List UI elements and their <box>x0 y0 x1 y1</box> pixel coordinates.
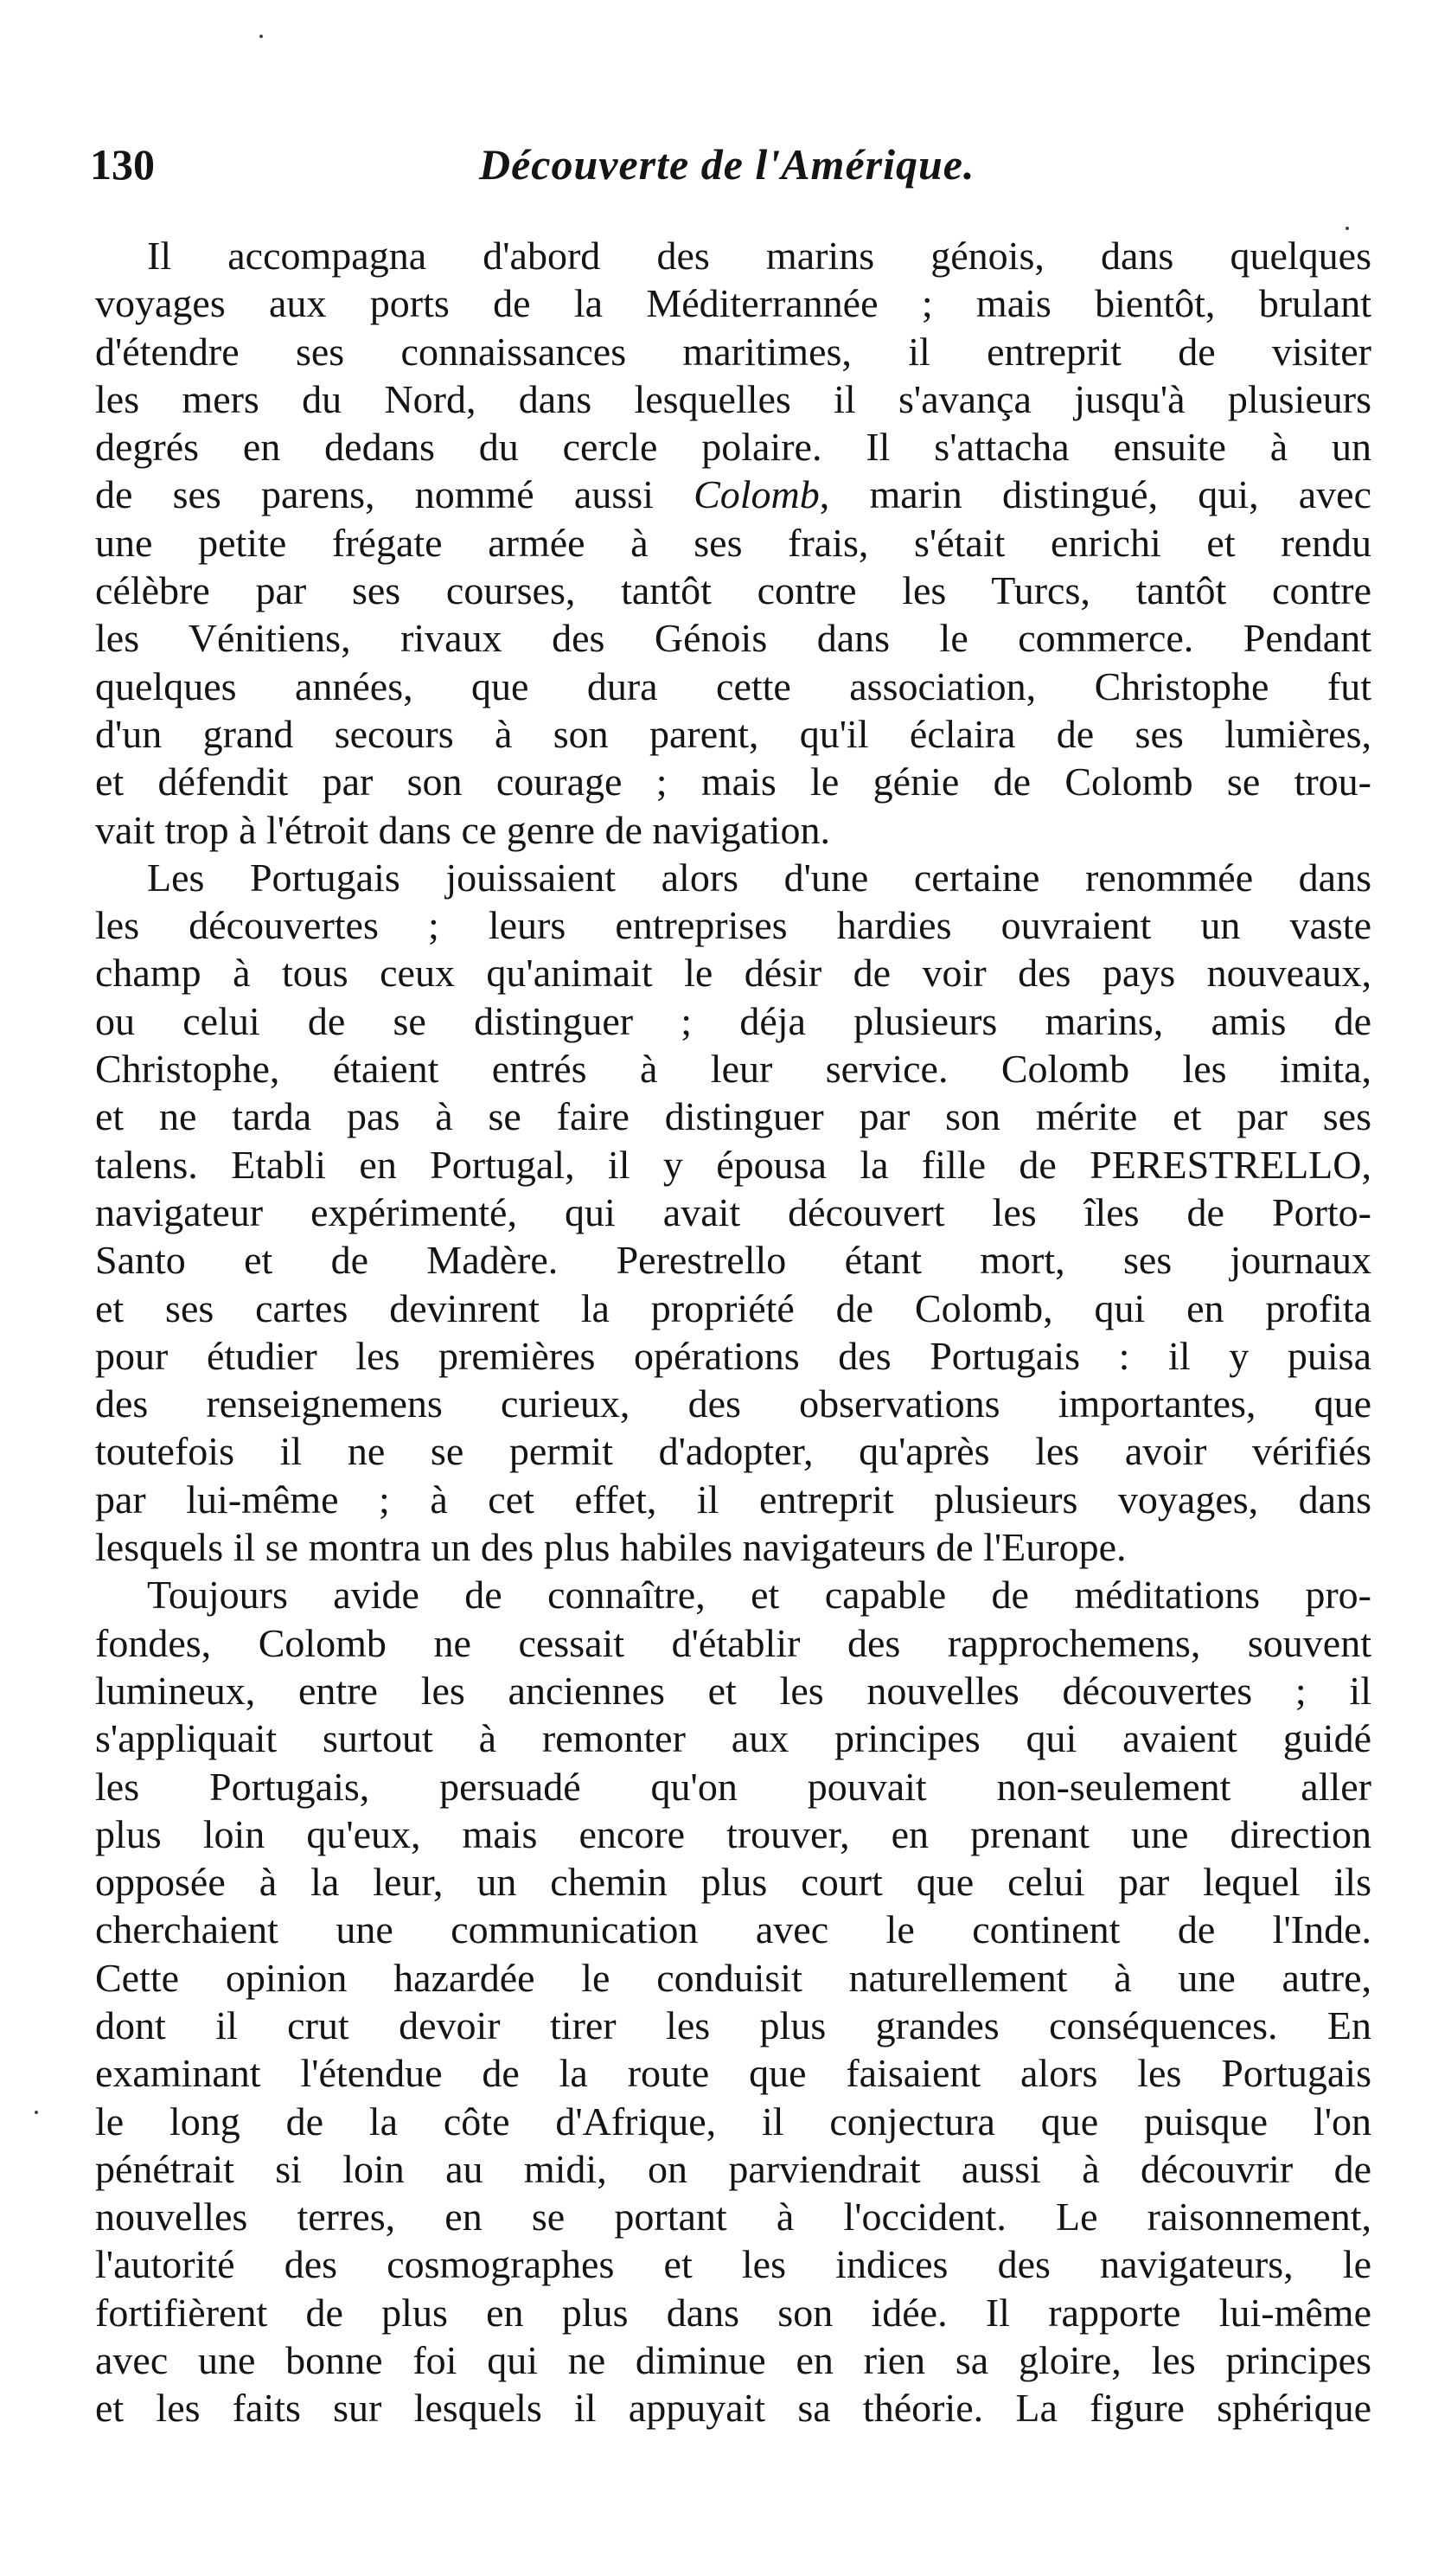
text-line: les Vénitiens, rivaux des Génois dans le commerce. Pendant <box>95 616 1371 661</box>
text-line: Christophe, étaient entrés à leur service. Colomb les imita, <box>95 1047 1371 1092</box>
text-line: de ses parens, nommé aussi Colomb, marin distingué, qui, avec <box>95 472 1371 517</box>
text-line: par lui-même ; à cet effet, il entreprit plusieurs voyages, dans <box>95 1477 1371 1522</box>
text-line: lesquels il se montra un des plus habiles navigateurs de l'Europe. <box>95 1525 1127 1570</box>
text-line: des renseignemens curieux, des observations importantes, que <box>95 1381 1371 1426</box>
text-line: Cette opinion hazardée le conduisit naturellement à une autre, <box>95 1955 1371 2000</box>
text-line: nouvelles terres, en se portant à l'occident. Le raisonnement, <box>95 2195 1371 2240</box>
italic-name: Colomb <box>694 472 820 517</box>
text-line: dont il crut devoir tirer les plus grandes conséquences. En <box>95 2002 1371 2047</box>
text-line: pour étudier les premières opérations des Portugais : il y puisa <box>95 1333 1371 1378</box>
text-line: et les faits sur lesquels il appuyait sa théorie. La figure sphérique <box>95 2386 1371 2431</box>
text-line: champ à tous ceux qu'animait le désir de voir des pays nouveaux, <box>95 951 1371 996</box>
text-line: navigateur expérimenté, qui avait découvert les îles de Porto- <box>95 1189 1371 1234</box>
page-number: 130 <box>90 140 155 189</box>
text-line: les mers du Nord, dans lesquelles il s'avança jusqu'à plusieurs <box>95 376 1371 421</box>
text-line: le long de la côte d'Afrique, il conjectura que puisque l'on <box>95 2099 1371 2143</box>
text-line: talens. Etabli en Portugal, il y épousa la fille de PERESTRELLO, <box>95 1142 1371 1187</box>
text-line: et défendit par son courage ; mais le génie de Colomb se trou- <box>95 759 1371 804</box>
print-speck <box>35 2111 38 2114</box>
text-line: quelques années, que dura cette association, Christophe fut <box>95 663 1371 708</box>
text-line: degrés en dedans du cercle polaire. Il s'attacha ensuite à un <box>95 425 1371 470</box>
text-line: les découvertes ; leurs entreprises hardies ouvraient un vaste <box>95 903 1371 948</box>
text-line: plus loin qu'eux, mais encore trouver, en prenant une direction <box>95 1811 1371 1856</box>
print-speck <box>1346 227 1349 230</box>
page-header <box>90 138 1370 199</box>
text-line: l'autorité des cosmographes et les indices des navigateurs, le <box>95 2242 1371 2287</box>
text-line: pénétrait si loin au midi, on parviendrait aussi à découvrir de <box>95 2146 1371 2191</box>
body-text <box>95 232 1371 2432</box>
text-line: d'un grand secours à son parent, qu'il éclaira de ses lumières, <box>95 711 1371 756</box>
text-line: d'étendre ses connaissances maritimes, il entreprit de visiter <box>95 329 1371 374</box>
text-line: Santo et de Madère. Perestrello étant mort, ses journaux <box>95 1238 1371 1283</box>
text-line: fondes, Colomb ne cessait d'établir des rapprochemens, souvent <box>95 1620 1371 1665</box>
text-line: avec une bonne foi qui ne diminue en rien sa gloire, les principes <box>95 2338 1371 2383</box>
text-line: ou celui de se distinguer ; déja plusieurs marins, amis de <box>95 998 1371 1043</box>
text-line: opposée à la leur, un chemin plus court que celui par lequel ils <box>95 1860 1371 1905</box>
text-line: toutefois il ne se permit d'adopter, qu'après les avoir vérifiés <box>95 1429 1371 1474</box>
text-line: Les Portugais jouissaient alors d'une certaine renommée dans <box>147 855 1371 900</box>
text-line: une petite frégate armée à ses frais, s'était enrichi et rendu <box>95 520 1371 565</box>
text-line: célèbre par ses courses, tantôt contre les Turcs, tantôt contre <box>95 568 1371 613</box>
print-speck <box>259 35 263 38</box>
text-line: et ses cartes devinrent la propriété de Colomb, qui en profita <box>95 1285 1371 1330</box>
text-line: et ne tarda pas à se faire distinguer par son mérite et par ses <box>95 1094 1371 1139</box>
text-line: Toujours avide de connaître, et capable de méditations pro- <box>147 1573 1371 1618</box>
text-line: s'appliquait surtout à remonter aux principes qui avaient guidé <box>95 1716 1371 1761</box>
text-line: examinant l'étendue de la route que faisaient alors les Portugais <box>95 2051 1371 2096</box>
running-title: Découverte de l'Amérique. <box>479 140 975 189</box>
text-line: cherchaient une communication avec le continent de l'Inde. <box>95 1907 1371 1952</box>
text-line: les Portugais, persuadé qu'on pouvait non-seulement aller <box>95 1764 1371 1809</box>
text-line: lumineux, entre les anciennes et les nouvelles découvertes ; il <box>95 1668 1371 1713</box>
text-line: fortifièrent de plus en plus dans son idée. Il rapporte lui-même <box>95 2290 1371 2335</box>
text-line: Il accompagna d'abord des marins génois, dans quelques <box>147 234 1371 278</box>
text-line: vait trop à l'étroit dans ce genre de navigation. <box>95 807 831 852</box>
text-line: voyages aux ports de la Méditerrannée ; mais bientôt, brulant <box>95 281 1371 326</box>
